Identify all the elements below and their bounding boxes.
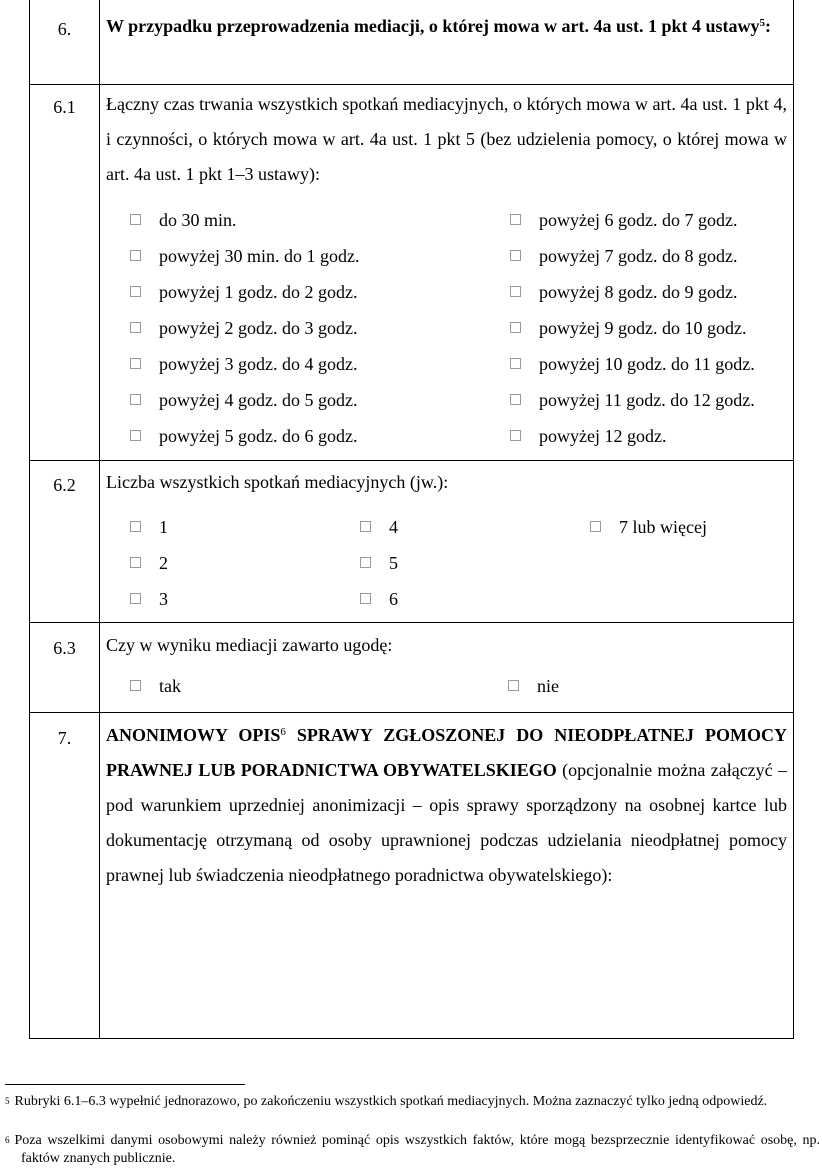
checkbox[interactable] [590,521,601,532]
q61-option[interactable]: powyżej 11 godz. do 12 godz. [510,382,793,418]
q63-content-cell [100,622,794,712]
q62-options [100,509,793,617]
checkbox[interactable] [130,286,141,297]
q63-number-cell [30,622,100,712]
footnote-5-text: Rubryki 6.1–6.3 wypełnić jednorazowo, po zakończeniu wszystkich spotkań mediacyjnych. Można zaznaczyć tylko jedną odpowiedź. [14,1094,768,1109]
q63-option-tak[interactable]: tak [130,668,508,704]
footnote-6 [5,1132,820,1168]
section-7-description [100,713,793,893]
checkbox[interactable] [130,214,141,225]
q61-content-cell [100,84,794,460]
section-7-heading-part1: ANONIMOWY OPIS [106,724,281,745]
q62-question-text: Liczba wszystkich spotkań mediacyjnych (jw.): [106,471,449,492]
checkbox[interactable] [510,250,521,261]
checkbox[interactable] [130,521,141,532]
q62-options-col2 [360,509,590,617]
checkbox[interactable] [360,593,371,604]
q62-content-cell [100,460,794,622]
q61-number-cell [30,84,100,460]
q61-option[interactable]: powyżej 8 godz. do 9 godz. [510,274,793,310]
footnote-ref-6: 6 [280,725,286,738]
section-7-content-cell [100,712,794,1038]
q61-option[interactable]: powyżej 10 godz. do 11 godz. [510,346,793,382]
footnote-ref-5: 5 [759,17,766,29]
checkbox[interactable] [130,394,141,405]
checkbox[interactable] [510,358,521,369]
checkbox[interactable] [510,214,521,225]
q63-number: 6.3 [53,637,76,658]
q63-question-text: Czy w wyniku mediacji zawarto ugodę: [106,634,393,655]
q62-number: 6.2 [53,474,76,495]
checkbox[interactable] [130,322,141,333]
q61-options-left [130,202,510,454]
q61-option[interactable]: powyżej 3 godz. do 4 godz. [130,346,510,382]
checkbox[interactable] [510,286,521,297]
q61-options-right [510,202,793,454]
row-question-6-2 [30,460,794,622]
row-section-6 [30,0,794,84]
checkbox[interactable] [130,680,141,691]
checkbox[interactable] [130,358,141,369]
q62-option[interactable]: 2 [130,545,360,581]
q61-question-text: Łączny czas trwania wszystkich spotkań mediacyjnych, o których mowa w art. 4a ust. 1 pkt 4, i czynności, o których mowa w art. 4a ust. 1 pkt 5 (bez udzielenia pomocy, o której mowa w art. 4a ust. 1 pkt 1–3 ustawy): [106,93,787,184]
footnote-5 [5,1093,820,1111]
q61-option[interactable]: do 30 min. [130,202,510,238]
q61-number: 6.1 [53,96,76,117]
q61-option[interactable]: powyżej 4 godz. do 5 godz. [130,382,510,418]
row-question-6-1 [30,84,794,460]
footnote-6-text: Poza wszelkimi danymi osobowymi należy również pominąć opis wszystkich faktów, które mogą bezsprzecznie identyfikować osobę, np. faktów znanych publicznie. [14,1133,820,1166]
section-6-heading: W przypadku przeprowadzenia mediacji, o której mowa w art. 4a ust. 1 pkt 4 ustawy$^5$: [106,16,772,36]
q62-number-cell [30,460,100,622]
section-7-number-cell [30,712,100,1038]
q61-option[interactable]: powyżej 1 godz. do 2 godz. [130,274,510,310]
mediation-form-table [29,0,794,1039]
checkbox[interactable] [130,557,141,568]
q62-option[interactable]: 7 lub więcej [590,509,793,545]
section-7-number: 7. [57,727,72,748]
checkbox[interactable] [510,394,521,405]
section-6-heading-cell [100,0,794,84]
checkbox[interactable] [130,593,141,604]
q62-options-col1 [130,509,360,617]
q63-options [100,668,793,704]
q62-options-col3 [590,509,793,617]
footnote-separator [5,1084,245,1085]
q61-option[interactable]: powyżej 5 godz. do 6 godz. [130,418,510,454]
q62-option[interactable]: 4 [360,509,590,545]
q62-option[interactable]: 1 [130,509,360,545]
description-area[interactable] [100,893,793,993]
footnote-6-mark: 6 [5,1135,10,1145]
checkbox[interactable] [130,430,141,441]
checkbox[interactable] [130,250,141,261]
section-6-number: 6. [57,19,72,39]
q61-options [100,202,793,454]
q61-option[interactable]: powyżej 9 godz. do 10 godz. [510,310,793,346]
checkbox[interactable] [508,680,519,691]
q62-option[interactable]: 5 [360,545,590,581]
q61-option[interactable]: powyżej 7 godz. do 8 godz. [510,238,793,274]
q62-option[interactable]: 6 [360,581,590,617]
footnote-5-mark: 5 [5,1096,10,1106]
checkbox[interactable] [510,430,521,441]
q63-option-nie[interactable]: nie [508,668,793,704]
section-6-number-cell [30,0,100,84]
checkbox[interactable] [510,322,521,333]
section-7-heading-part2: SPRAWY ZGŁOSZONEJ DO NIEODPŁATNEJ POMOCY PRAWNEJ LUB PORADNICTWA OBYWATELSKIEGO [106,724,787,780]
row-section-7 [30,712,794,1038]
checkbox[interactable] [360,557,371,568]
q61-option[interactable]: powyżej 12 godz. [510,418,793,454]
checkbox[interactable] [360,521,371,532]
q62-option[interactable]: 3 [130,581,360,617]
row-question-6-3 [30,622,794,712]
q61-option[interactable]: powyżej 30 min. do 1 godz. [130,238,510,274]
q61-option[interactable]: powyżej 6 godz. do 7 godz. [510,202,793,238]
section-7-instructions: (opcjonalnie można załączyć – pod warunkiem uprzedniej anonimizacji – opis sprawy sporządzony na osobnej kartce lub dokumentację otrzymaną od osoby uprawnionej podczas udzielania nieodpłatnej pomocy prawnej lub świadczenia nieodpłatnego poradnictwa obywatelskiego): [106,759,787,885]
q61-option[interactable]: powyżej 2 godz. do 3 godz. [130,310,510,346]
